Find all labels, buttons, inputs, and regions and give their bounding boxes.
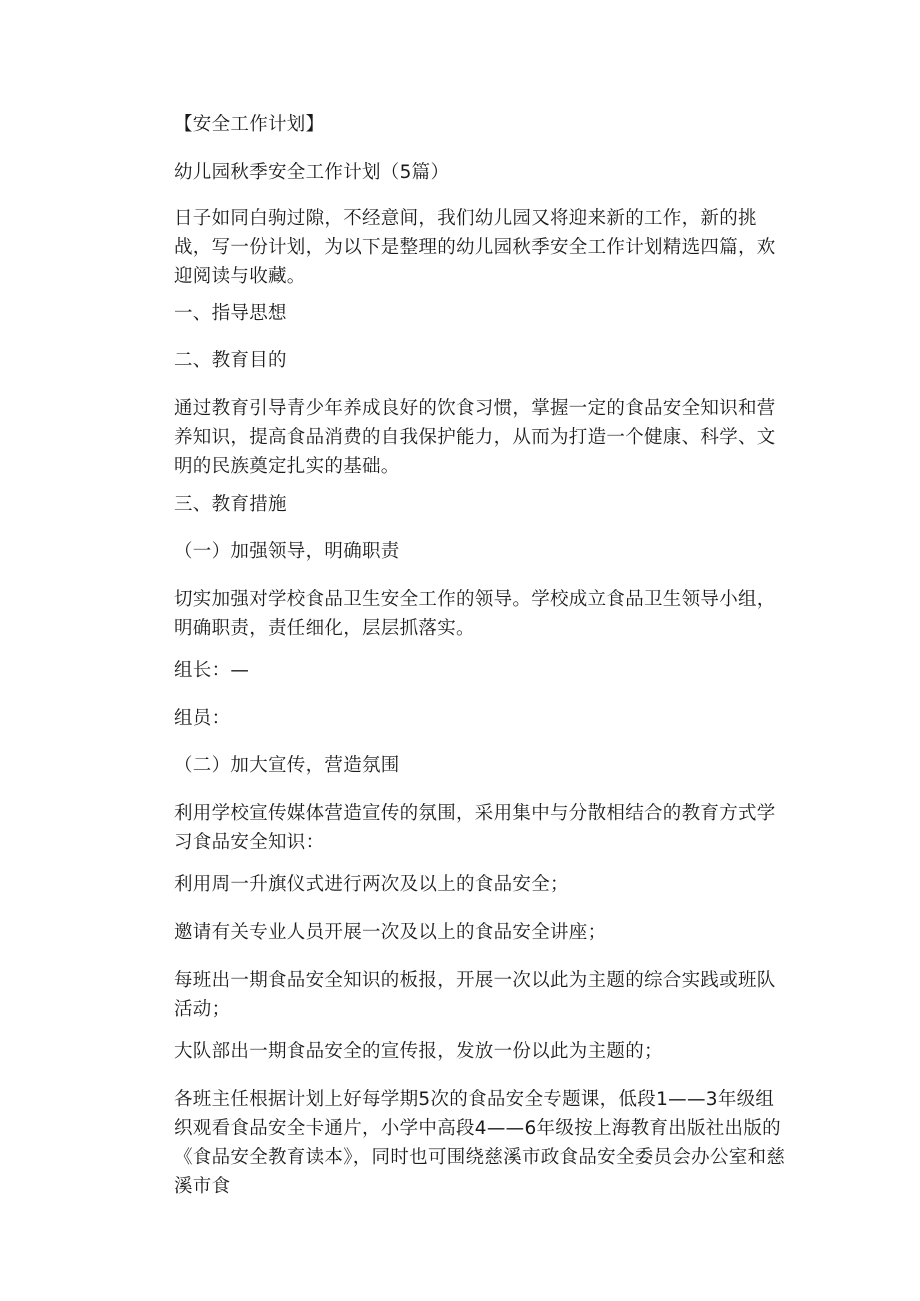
subheading-leadership: （一）加强领导，明确职责 [174, 541, 400, 562]
leadership-paragraph: 切实加强对学校食品卫生安全工作的领导。学校成立食品卫生领导小组，明确职责，责任细化，层层抓落实。 [174, 589, 776, 639]
section-heading-guiding-thought: 一、指导思想 [174, 303, 287, 324]
leader-line: 组长：— [174, 660, 250, 681]
measure-item: 利用周一升旗仪式进行两次及以上的食品安全； [174, 874, 569, 895]
subheading-publicity: （二）加大宣传，营造氛围 [174, 755, 400, 776]
intro-paragraph: 日子如同白驹过隙，不经意间，我们幼儿园又将迎来新的工作，新的挑战，写一份计划，为以下是整理的幼儿园秋季安全工作计划精选四篇，欢迎阅读与收藏。 [174, 208, 776, 287]
measure-item: 大队部出一期食品安全的宣传报，发放一份以此为主题的； [174, 1041, 663, 1062]
members-line: 组员： [174, 708, 231, 729]
education-goal-paragraph: 通过教育引导青少年养成良好的饮食习惯，掌握一定的食品安全知识和营养知识，提高食品消费的自我保护能力，从而为打造一个健康、科学、文明的民族奠定扎实的基础。 [174, 398, 776, 477]
section-heading-education-measures: 三、教育措施 [174, 494, 287, 515]
header-tag: 【安全工作计划】 [174, 114, 325, 135]
document-title: 幼儿园秋季安全工作计划（5篇） [174, 162, 450, 183]
section-heading-education-goal: 二、教育目的 [174, 350, 287, 371]
measure-item: 各班主任根据计划上好每学期5次的食品安全专题课，低段1——3年级组织观看食品安全卡通片，小学中高段4——6年级按上海教育出版社出版的《食品安全教育读本》，同时也可围绕慈溪市政食品安全委员会办公室和慈溪市食 [174, 1089, 786, 1197]
measure-item: 每班出一期食品安全知识的板报，开展一次以此为主题的综合实践或班队活动； [174, 970, 776, 1020]
publicity-paragraph: 利用学校宣传媒体营造宣传的氛围，采用集中与分散相结合的教育方式学习食品安全知识： [174, 803, 776, 853]
measure-item: 邀请有关专业人员开展一次及以上的食品安全讲座； [174, 922, 607, 943]
